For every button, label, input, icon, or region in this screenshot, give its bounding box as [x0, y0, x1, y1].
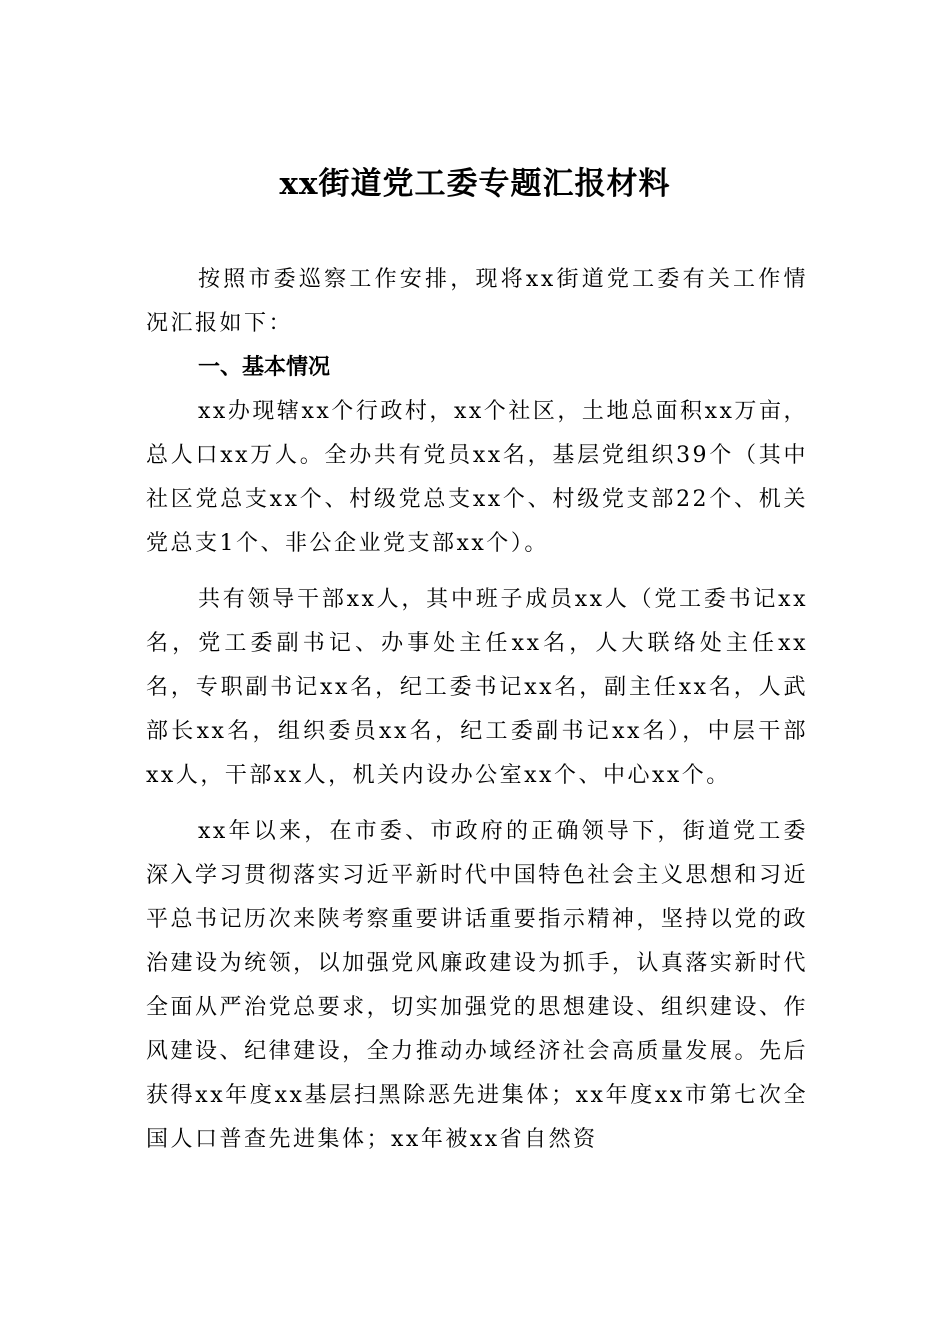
paragraph-jurisdiction: xx办现辖xx个行政村，xx个社区，土地总面积xx万亩，总人口xx万人。全办共有党员xx名，基层党组织39个（其中社区党总支xx个、村级党总支xx个、村级党支部22个、机关党总支1个、非公企业党支部xx个）。 — [146, 399, 808, 556]
intro-paragraph: 按照市委巡察工作安排，现将xx街道党工委有关工作情况汇报如下： — [146, 267, 808, 336]
paragraph-gap — [146, 566, 808, 578]
paragraph-gap — [146, 798, 808, 810]
document-title: xx街道党工委专题汇报材料 — [279, 166, 671, 202]
paragraph-achievements: xx年以来，在市委、市政府的正确领导下，街道党工委深入学习贯彻落实习近平新时代中国特色社会主义思想和习近平总书记历次来陕考察重要讲话重要指示精神，坚持以党的政治建设为统领，以加强党风廉政建设为抓手，认真落实新时代全面从严治党总要求，切实加强党的思想建设、组织建设、作风建设、纪律建设，全力推动办域经济社会高质量发展。先后获得xx年度xx基层扫黑除恶先进集体；xx年度xx市第七次全国人口普查先进集体；xx年被xx省自然资 — [146, 819, 808, 1152]
document-body — [146, 258, 808, 1162]
paragraph-leadership: 共有领导干部xx人，其中班子成员xx人（党工委书记xx名，党工委副书记、办事处主任xx名，人大联络处主任xx名，专职副书记xx名，纪工委书记xx名，副主任xx名，人武部长xx名，组织委员xx名，纪工委副书记xx名），中层干部xx人，干部xx人，机关内设办公室xx个、中心xx个。 — [146, 587, 808, 788]
section-heading-basic-info: 一、基本情况 — [198, 355, 331, 380]
